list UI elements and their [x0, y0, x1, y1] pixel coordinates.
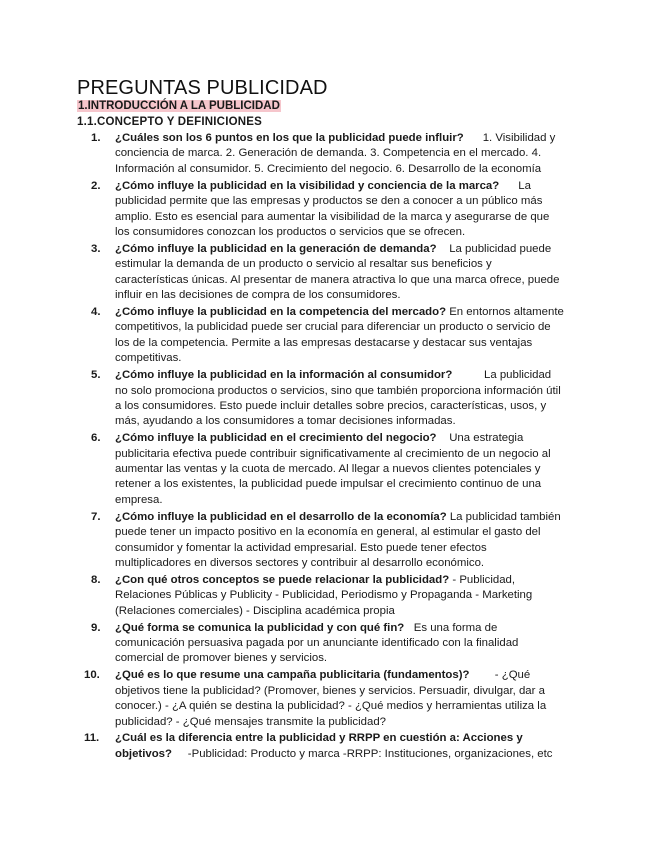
answer-text: En entornos altamente competitivos, la publicidad puede ser crucial para diferenciar un producto o servicio de los de la competencia. Permite a las empresas destacarse y destacar sus ventajas competitivas.	[115, 305, 564, 365]
list-item	[77, 242, 564, 304]
list-item	[77, 179, 564, 241]
item-number: 3.	[91, 242, 101, 255]
answer-text: - ¿Qué objetivos tiene la publicidad? (Promover, bienes y servicios. Persuadir, divulgar, dar a conocer.) - ¿A quién se destina la publicidad? - ¿Qué medios y herramientas utiliza la publicidad? - ¿Qué mensajes transmite la publicidad?	[115, 669, 547, 728]
item-number: 8.	[91, 573, 101, 586]
question-text: ¿Cómo influye la publicidad en el crecimiento del negocio?	[115, 432, 437, 445]
question-text: ¿Cómo influye la publicidad en la generación de demanda?	[115, 242, 437, 255]
answer-text: Es una forma de comunicación persuasiva pagada por un anunciante identificado con la finalidad comercial de promover bienes y servicios.	[115, 621, 519, 665]
question-text: ¿Cómo influye la publicidad en la competencia del mercado?	[115, 305, 447, 318]
question-text: ¿Con qué otros conceptos se puede relacionar la publicidad?	[115, 573, 450, 586]
list-item	[77, 305, 564, 367]
item-number: 11.	[84, 732, 100, 745]
list-item	[77, 431, 564, 508]
list-item	[77, 621, 564, 667]
answer-text: Una estrategia publicitaria efectiva puede contribuir significativamente al crecimiento de un negocio al aumentar las ventas y la cuota de mercado. Al llegar a nuevos clientes potenciales y retener a los existentes, la publicidad puede impulsar el crecimiento continuo de una empresa.	[115, 432, 551, 506]
question-text: ¿Qué es lo que resume una campaña publicitaria (fundamentos)?	[115, 669, 470, 682]
item-number: 9.	[91, 621, 101, 634]
answer-text: La publicidad también puede tener un impacto positivo en la economía en general, al estimular el gasto del consumidor y fomentar la actividad empresarial. Esto puede tener efectos multiplicadores en diversos sectores y contribuir al desarrollo económico.	[115, 510, 561, 569]
item-number: 4.	[91, 305, 101, 318]
list-item	[77, 668, 564, 730]
list-item	[77, 131, 564, 177]
item-number: 5.	[91, 369, 101, 382]
item-number: 1.	[91, 132, 101, 144]
answer-text: La publicidad puede estimular la demanda de un producto o servicio al resaltar sus beneficios y características únicas. Al presentar de manera atractiva lo que una marca ofrece, puede influir en las decisiones de compra de los consumidores.	[115, 242, 560, 302]
answer-text: La publicidad no solo promociona productos o servicios, sino que también proporciona información útil a los consumidores. Esto puede incluir detalles sobre precios, características, usos, y más, ayudando a los consumidores a tomar decisiones informadas.	[115, 369, 561, 428]
page-title: PREGUNTAS PUBLICIDAD	[77, 77, 328, 99]
question-list	[77, 131, 564, 764]
question-text: ¿Cómo influye la publicidad en la visibilidad y conciencia de la marca?	[115, 179, 500, 192]
subsection-heading: 1.1.CONCEPTO Y DEFINICIONES	[77, 116, 262, 128]
question-text: ¿Cuáles son los 6 puntos en los que la publicidad puede influir?	[115, 132, 464, 144]
answer-text: La publicidad permite que las empresas y productos se den a conocer a un público más amplio. Esto es esencial para aumentar la visibilidad de la marca y asegurarse de que los consumidores conozcan los productos o servicios que se ofrecen.	[115, 179, 550, 238]
item-number: 2.	[91, 179, 101, 192]
answer-text: 1. Visibilidad y conciencia de marca. 2. Generación de demanda. 3. Competencia en el mercado. 4. Información al consumidor. 5. Crecimiento del negocio. 6. Desarrollo de la economía	[115, 132, 556, 175]
question-text: ¿Cómo influye la publicidad en la información al consumidor?	[115, 369, 453, 382]
list-item	[77, 510, 564, 572]
list-item	[77, 368, 564, 430]
item-number: 10.	[84, 669, 100, 682]
question-text: ¿Cómo influye la publicidad en el desarrollo de la economía?	[115, 510, 447, 523]
list-item	[77, 573, 564, 619]
question-text: ¿Cuál es la diferencia entre la publicidad y RRPP en cuestión a: Acciones y objetivos?	[115, 732, 523, 760]
answer-text: -Publicidad: Producto y marca -RRPP: Instituciones, organizaciones, etc	[187, 747, 553, 760]
item-number: 7.	[91, 510, 101, 523]
answer-text: - Publicidad, Relaciones Públicas y Publicity - Publicidad, Periodismo y Propaganda - Marketing (Relaciones comerciales) - Disciplina académica propia	[115, 573, 533, 617]
section-heading: 1.INTRODUCCIÓN A LA PUBLICIDAD	[78, 100, 280, 112]
question-text: ¿Qué forma se comunica la publicidad y con qué fin?	[115, 621, 405, 634]
item-number: 6.	[91, 432, 101, 445]
list-item	[77, 731, 564, 762]
